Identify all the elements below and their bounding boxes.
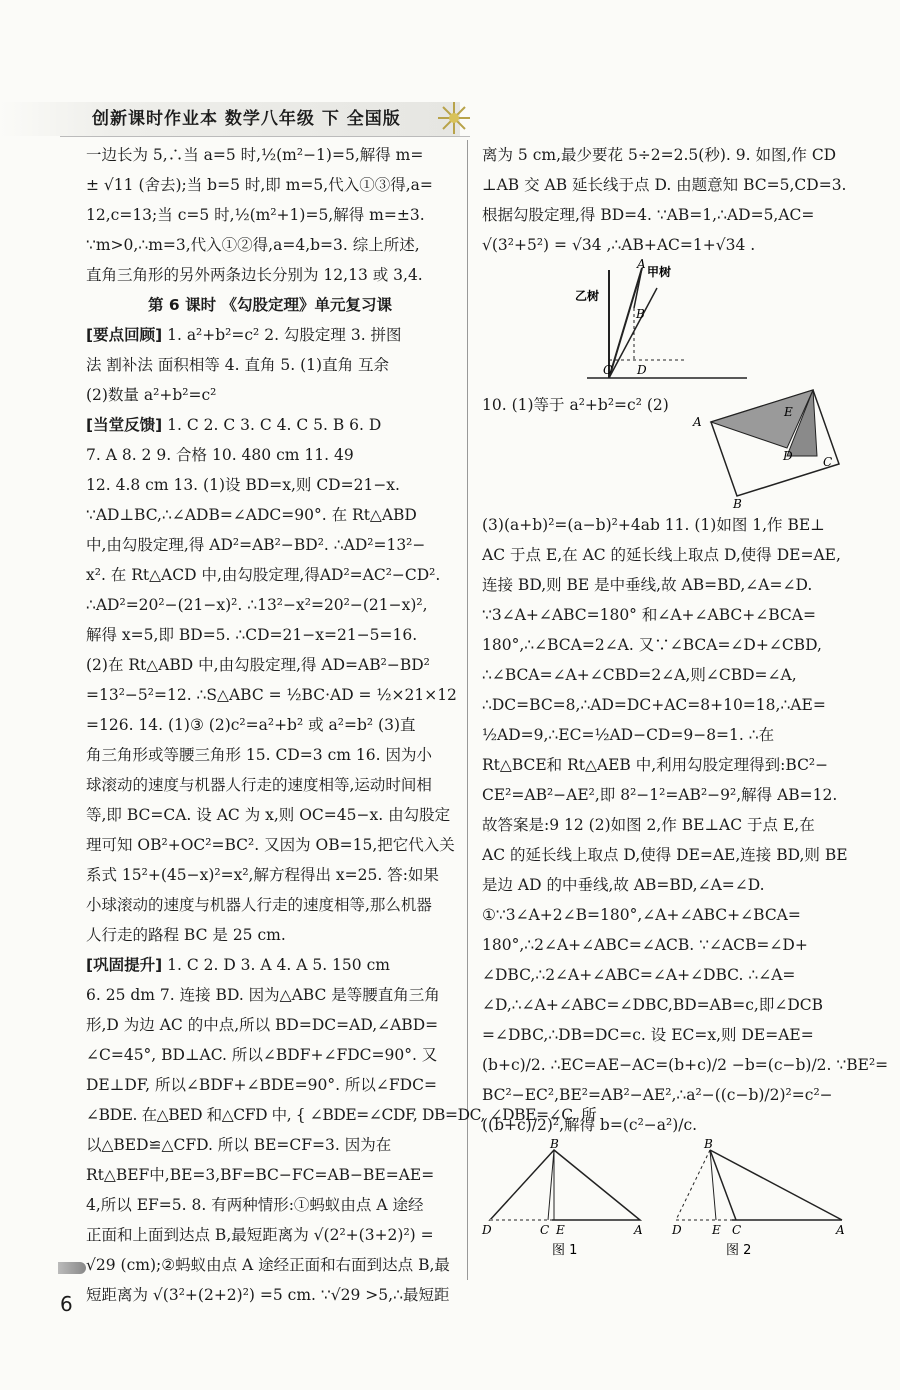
figure-2 (671, 1137, 845, 1258)
segment-bc (710, 1150, 736, 1220)
text-line: 形,D 为边 AC 的中点,所以 BD=DC=AD,∠ABD= (86, 1016, 439, 1034)
text-line: 4,所以 EF=5. 8. 有两种情形:①蚂蚁由点 A 途经 (86, 1196, 424, 1214)
text-line: 故答案是:9 12 (2)如图 2,作 BE⊥AC 于点 E,在 (482, 816, 815, 834)
page-tab (58, 1262, 86, 1274)
text-line: Rt△BEF中,BE=3,BF=BC−FC=AB−BE=AE= (86, 1166, 435, 1184)
text-line: ∴DC=BC=8,∴AD=DC+AC=8+10=18,∴AE= (482, 696, 826, 714)
segment-bc (548, 1150, 554, 1220)
text-line: AC 的延长线上取点 D,使得 DE=AE,连接 BD,则 BE (482, 846, 848, 864)
segment-cb (609, 288, 657, 378)
text-line: 球滚动的速度与机器人行走的速度相等,运动时间相 (86, 776, 432, 794)
text-line: 正面和上面到达点 B,最短距离为 √(2²+(3+2)²) = (86, 1226, 434, 1244)
point-b-label: B (733, 497, 742, 511)
header-title: 创新课时作业本 数学八年级 下 全国版 (92, 109, 401, 129)
section-line (86, 410, 454, 440)
point-d-label: D (637, 363, 647, 377)
text-line: 12,c=13;当 c=5 时,½(m²+1)=5,解得 m=±3. (86, 206, 425, 224)
text-line: =∠DBC,∴DB=DC=c. 设 EC=x,则 DE=AE= (482, 1026, 814, 1044)
text-line: ⊥AB 交 AB 延长线于点 D. 由题意知 BC=5,CD=3. (482, 176, 847, 194)
sparkle-icon (434, 98, 474, 138)
text-line: ∵AD⊥BC,∴∠ADB=∠ADC=90°. 在 Rt△ABD (86, 506, 417, 524)
section-line (86, 320, 454, 350)
text-line: ½AD=9,∴EC=½AD−CD=9−8=1. ∴在 (482, 726, 775, 744)
text-line: (2)在 Rt△ABD 中,由勾股定理,得 AD=AB²−BD² (86, 656, 430, 674)
section-label: [要点回顾] (86, 326, 163, 344)
text-line: ∴∠BCA=∠A+∠CBD=2∠A,则∠CBD=∠A, (482, 666, 797, 684)
square-figure (687, 386, 837, 510)
text-line: CE²=AB²−AE²,即 8²−1²=AB²−9²,解得 AB=12. (482, 786, 838, 804)
text-line: ± √11 (舍去);当 b=5 时,即 m=5,代入①③得,a= (86, 176, 433, 194)
tree-b-label: 乙树 (575, 289, 600, 303)
figure-1 (481, 1137, 643, 1258)
text-line: (2)数量 a²+b²=c² (86, 386, 217, 404)
text-line: 等,即 BC=CA. 设 AC 为 x,则 OC=45−x. 由勾股定 (86, 806, 451, 824)
point-e-label: E (784, 405, 793, 419)
point-e-label: E (556, 1223, 565, 1237)
text-line: 根据勾股定理,得 BD=4. ∵AB=1,∴AD=5,AC= (482, 206, 815, 224)
section-label: [巩固提升] (86, 956, 163, 974)
text-line: ∠D,∴∠A+∠ABC=∠DBC,BD=AB=c,即∠DCB (482, 996, 824, 1014)
text-line: 短距离为 √(3²+(2+2)²) =5 cm. ∵√29 >5,∴最短距 (86, 1286, 450, 1304)
text-line: 小球滚动的速度与机器人行走的速度相等,那么机器 (86, 896, 432, 914)
point-d-label: D (482, 1223, 492, 1237)
point-b-label: B (704, 1137, 713, 1151)
text-line: ①∵3∠A+2∠B=180°,∠A+∠ABC+∠BCA= (482, 906, 801, 924)
text-line: BC²−EC²,BE²=AB²−AE²,∴a²−((c−b)/2)²=c²− (482, 1086, 833, 1104)
text-line: AC 于点 E,在 AC 的延长线上取点 D,使得 DE=AE, (482, 546, 841, 564)
text-line: ∵m>0,∴m=3,代入①②得,a=4,b=3. 综上所述, (86, 236, 420, 254)
text-line: x². 在 Rt△ACD 中,由勾股定理,得AD²=AC²−CD². (86, 566, 441, 584)
text-line: 直角三角形的另外两条边长分别为 12,13 或 3,4. (86, 266, 423, 284)
tree-figure (567, 257, 767, 390)
tree-a-line (609, 268, 642, 378)
segment-bd (676, 1150, 710, 1220)
text-line: (b+c)/2. ∴EC=AE−AC=(b+c)/2 −b=(c−b)/2. ∵BE²= (482, 1056, 889, 1074)
text-line: 人行走的路程 BC 是 25 cm. (86, 926, 286, 944)
text-line: ∠C=45°, BD⊥AC. 所以∠BDF+∠FDC=90°. 又 (86, 1046, 438, 1064)
figure-2-caption: 图 2 (726, 1243, 752, 1258)
text-line: =13²−5²=12. ∴S△ABC = ½BC·AD = ½×21×12 (86, 686, 457, 704)
text-line: 连接 BD,则 BE 是中垂线,故 AB=BD,∠A=∠D. (482, 576, 813, 594)
triangle-abd (490, 1150, 640, 1220)
text-line: 6. 25 dm 7. 连接 BD. 因为△ABC 是等腰直角三角 (86, 986, 440, 1004)
segment-ba (710, 1150, 842, 1220)
section-text: 1. C 2. D 3. A 4. A 5. 150 cm (162, 956, 390, 974)
page-header (0, 98, 900, 138)
text-line: ∠BDE. 在△BED 和△CFD 中, { ∠BDE=∠CDF, DB=DC, ∠DBE=∠C, 所 (86, 1106, 597, 1124)
point-c-label: C (603, 363, 613, 377)
text-line: 一边长为 5,∴当 a=5 时,½(m²−1)=5,解得 m= (86, 146, 424, 164)
triangle-figures (482, 1137, 852, 1260)
point-a-label: A (637, 257, 646, 271)
text-line: 解得 x=5,即 BD=5. ∴CD=21−x=21−5=16. (86, 626, 418, 644)
text-line: 离为 5 cm,最少要花 5÷2=2.5(秒). 9. 如图,作 CD (482, 146, 837, 164)
point-a-label: A (693, 415, 702, 429)
text-line: 180°,∴2∠A+∠ABC=∠ACB. ∵∠ACB=∠D+ (482, 936, 808, 954)
section-label: [当堂反馈] (86, 416, 163, 434)
text-line: 理可知 OB²+OC²=BC². 又因为 OB=15,把它代入关 (86, 836, 455, 854)
point-c-label: C (732, 1223, 742, 1237)
right-column (482, 140, 889, 1270)
section-line (86, 950, 454, 980)
text-line: (3)(a+b)²=(a−b)²+4ab 11. (1)如图 1,作 BE⊥ (482, 516, 825, 534)
text-line: ((b+c)/2)²,解得 b=(c²−a²)/c. (482, 1116, 698, 1134)
text-line: 以△BED≌△CFD. 所以 BE=CF=3. 因为在 (86, 1136, 392, 1154)
text-line: =126. 14. (1)③ (2)c²=a²+b² 或 a²=b² (3)直 (86, 716, 416, 734)
figure-1-caption: 图 1 (552, 1243, 578, 1258)
page-number: 6 (60, 1292, 73, 1316)
point-d-label: D (783, 449, 793, 463)
text-line: 12. 4.8 cm 13. (1)设 BD=x,则 CD=21−x. (86, 476, 400, 494)
segment-be (710, 1150, 716, 1220)
text-line: √(3²+5²) = √34 ,∴AB+AC=1+√34 . (482, 236, 756, 254)
point-a-label: A (634, 1223, 643, 1237)
tree-a-label: 甲树 (647, 265, 672, 279)
point-b-label: B (636, 307, 645, 321)
text-line: ∠DBC,∴2∠A+∠ABC=∠A+∠DBC. ∴∠A= (482, 966, 796, 984)
text-line: 是边 AD 的中垂线,故 AB=BD,∠A=∠D. (482, 876, 765, 894)
text-line: DE⊥DF, 所以∠BDF+∠BDE=90°. 所以∠FDC= (86, 1076, 437, 1094)
text-line: 7. A 8. 2 9. 合格 10. 480 cm 11. 49 (86, 446, 354, 464)
text-line: 系式 15²+(45−x)²=x²,解方程得出 x=25. 答:如果 (86, 866, 439, 884)
point-b-label: B (550, 1137, 559, 1151)
lesson-heading: 第 6 课时 《勾股定理》单元复习课 (148, 296, 392, 314)
section-text: 1. C 2. C 3. C 4. C 5. B 6. D (162, 416, 382, 434)
text-line: 角三角形或等腰三角形 15. CD=3 cm 16. 因为小 (86, 746, 432, 764)
text-line: Rt△BCE和 Rt△AEB 中,利用勾股定理得到:BC²− (482, 756, 829, 774)
point-c-label: C (823, 455, 833, 469)
point-d-label: D (672, 1223, 682, 1237)
point-e-label: E (712, 1223, 721, 1237)
q10-row (482, 390, 852, 510)
text-line: ∴AD²=20²−(21−x)². ∴13²−x²=20²−(21−x)², (86, 596, 428, 614)
text-line: 180°,∴∠BCA=2∠A. 又∵∠BCA=∠D+∠CBD, (482, 636, 822, 654)
section-text: 1. a²+b²=c² 2. 勾股定理 3. 拼图 (162, 326, 402, 344)
text-line: 法 割补法 面积相等 4. 直角 5. (1)直角 互余 (86, 356, 390, 374)
text-line: ∵3∠A+∠ABC=180° 和∠A+∠ABC+∠BCA= (482, 606, 816, 624)
point-c-label: C (540, 1223, 550, 1237)
text-line: √29 (cm);②蚂蚁由点 A 途经正面和右面到达点 B,最 (86, 1256, 450, 1274)
point-a-label: A (836, 1223, 845, 1237)
header-rule (60, 136, 470, 137)
text-line: 10. (1)等于 a²+b²=c² (2) (482, 396, 669, 414)
text-line: 中,由勾股定理,得 AD²=AB²−BD². ∴AD²=13²− (86, 536, 426, 554)
